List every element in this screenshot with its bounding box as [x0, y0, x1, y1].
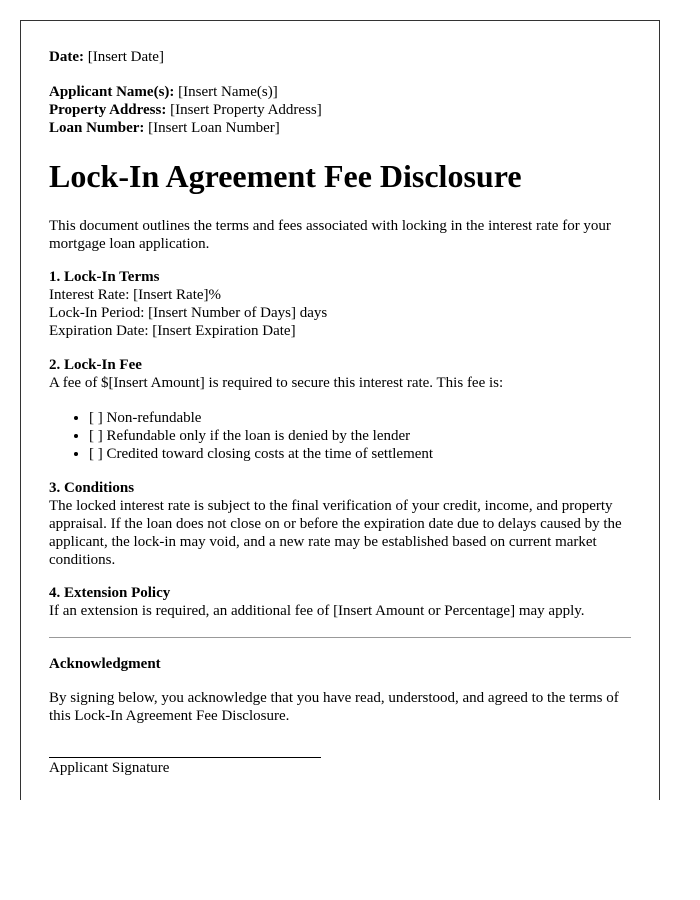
acknowledgment-heading: Acknowledgment: [49, 656, 161, 672]
intro-paragraph: This document outlines the terms and fees associated with locking in the interest rate for your mortgage loan application.: [49, 218, 611, 252]
applicant-line: Applicant Name(s): [Insert Name(s)]: [49, 84, 278, 100]
list-item: • [ ] Credited toward closing costs at the time of settlement: [89, 445, 631, 463]
section-heading: 2. Lock-In Fee: [49, 357, 142, 373]
interest-rate-line: Interest Rate: [Insert Rate]%: [49, 287, 222, 303]
section-conditions: [49, 479, 631, 569]
date-line: Date: [Insert Date]: [49, 49, 164, 65]
lock-period-line: Lock-In Period: [Insert Number of Days] days: [49, 305, 328, 321]
fee-text: A fee of $[Insert Amount] is required to secure this interest rate. This fee is:: [49, 375, 504, 391]
section-lock-in-terms: [49, 268, 631, 340]
document-page: [20, 20, 660, 800]
address-line: Property Address: [Insert Property Address]: [49, 102, 322, 118]
list-item: • [ ] Non-refundable: [89, 409, 631, 427]
section-heading: 1. Lock-In Terms: [49, 269, 160, 285]
fee-options-list: [49, 409, 631, 463]
acknowledgment-text: By signing below, you acknowledge that you have read, understood, and agreed to the terms of this Lock-In Agreement Fee Disclosure.: [49, 690, 619, 724]
section-heading: 4. Extension Policy: [49, 585, 171, 601]
list-item: • [ ] Refundable only if the loan is denied by the lender: [89, 427, 631, 445]
loan-line: Loan Number: [Insert Loan Number]: [49, 120, 280, 136]
divider: [49, 637, 631, 638]
section-heading: 3. Conditions: [49, 480, 135, 496]
signature-label: Applicant Signature: [49, 760, 170, 776]
extension-text: If an extension is required, an additional fee of [Insert Amount or Percentage] may apply.: [49, 603, 585, 619]
section-extension-policy: [49, 584, 631, 620]
conditions-text: The locked interest rate is subject to the final verification of your credit, income, and property appraisal. If the loan does not close on or before the expiration date due to delays caused by the applicant, the lock-in may void, and a new rate may be established based on current market conditions.: [49, 498, 622, 568]
section-lock-in-fee: [49, 356, 631, 463]
expiration-line: Expiration Date: [Insert Expiration Date]: [49, 323, 296, 339]
applicant-info: [49, 83, 631, 137]
page-title: Lock-In Agreement Fee Disclosure: [49, 158, 522, 194]
signature-line: [49, 757, 321, 758]
